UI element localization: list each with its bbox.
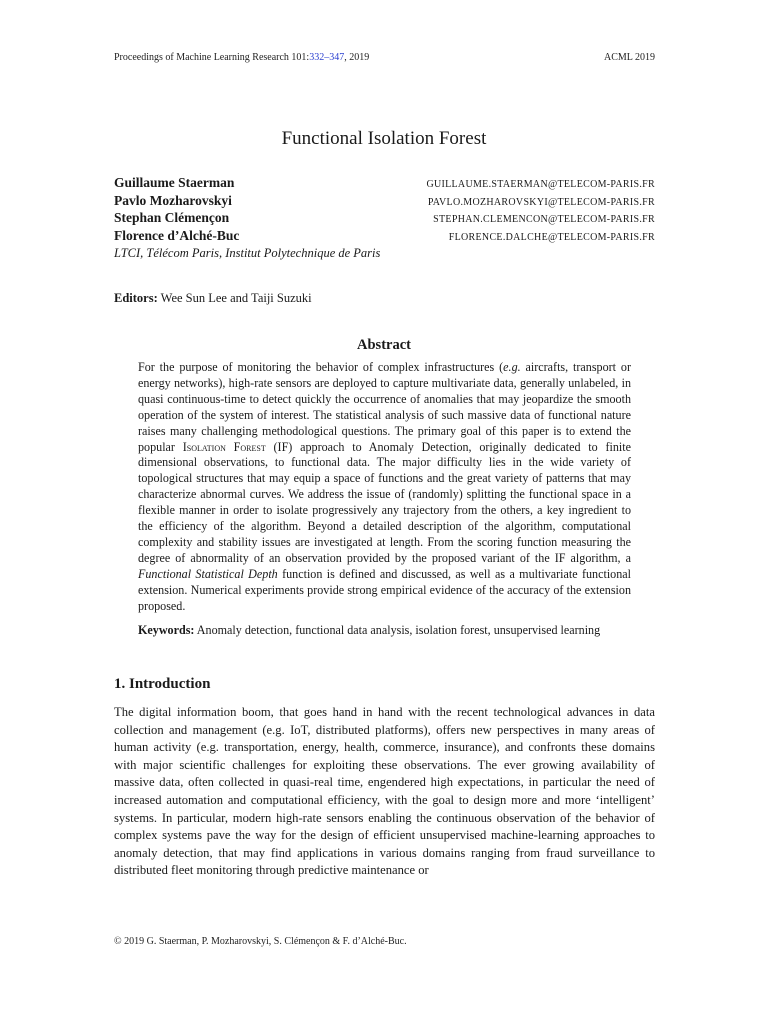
abstract-text — [138, 360, 631, 615]
abstract-part: function is defined and discussed, as well as a multivariate functional extension. Numerical experiments provide strong empirical evidence of the accuracy of the extension proposed. — [138, 566, 632, 613]
author-name: Pavlo Mozharovskyi — [114, 192, 232, 208]
running-header-right: ACML 2019 — [603, 52, 655, 63]
author-row — [114, 193, 655, 211]
page-range-link[interactable]: 332–347 — [309, 52, 345, 63]
author-row — [114, 210, 655, 228]
editors-names: Wee Sun Lee and Taiji Suzuki — [160, 291, 312, 305]
abstract-heading: Abstract — [357, 337, 411, 353]
proceedings-year: , 2019 — [344, 52, 370, 63]
functional-statistical-depth-term: Functional Statistical Depth — [138, 566, 278, 581]
author-name: Guillaume Staerman — [114, 175, 235, 190]
author-email[interactable]: FLORENCE.DALCHE@TELECOM-PARIS.FR — [448, 231, 655, 243]
keywords-line — [138, 623, 631, 639]
author-block — [114, 175, 655, 261]
keywords-label: Keywords: — [138, 623, 195, 637]
affiliation: LTCI, Télécom Paris, Institut Polytechnique de Paris — [114, 246, 381, 260]
paper-title: Functional Isolation Forest — [281, 128, 487, 149]
proceedings-text: Proceedings of Machine Learning Research 101: — [114, 52, 310, 63]
keywords-text: Anomaly detection, functional data analysis, isolation forest, unsupervised learning — [196, 623, 601, 637]
author-name: Florence d’Alché-Buc — [114, 227, 240, 243]
abstract-part: aircrafts, transport or energy networks), high-rate sensors are deployed to capture multivariate data, generally unlabeled, in quasi continuous-time to detect quickly the occurrence of anomalies that may jeopardize the smooth operation of the system of interest. The statistical analysis of such massive data of functional nature raises many challenging methodological questions. The primary goal of this paper is to extend the popular — [138, 360, 631, 454]
introduction-text: The digital information boom, that goes hand in hand with the recent technological advances in data collection and management (e.g. IoT, distributed platforms), offers new perspectives in many areas of human activity (e.g. transportation, energy, health, commerce, insurance), and confronts these domains with major scientific challenges for exploiting these observations. The ever growing availability of massive data, often collected in quasi-real time, engendered high expectations, in particular the need of increased automation and computational efficiency, with the goal to design more and more ‘intelligent’ systems. In particular, modern high-rate sensors enabling the continuous observation of the behavior of complex systems pave the way for the design of efficient unsupervised machine-learning approaches to anomaly detection, that may find applications in various domains ranging from fraud surveillance to distributed fleet monitoring through predictive maintenance or — [114, 705, 655, 878]
author-name: Stephan Clémençon — [114, 210, 230, 225]
section-heading: 1. Introduction — [114, 676, 211, 692]
running-header-left — [114, 52, 369, 63]
editors-line — [114, 291, 312, 306]
author-row — [114, 175, 655, 193]
abstract-part: (IF) approach to Anomaly Detection, originally dedicated to finite dimensional observations, to functional data. The major difficulty lies in the wide variety of topological structures that may equip a space of functions and the great variety of patterns that may characterize abnormal curves. We address the issue of (randomly) splitting the functional space in a flexible manner in order to isolate progressively any trajectory from the others, a key ingredient to the efficiency of the algorithm. Beyond a detailed description of the algorithm, computational complexity and stability issues are investigated at length. From the scoring function measuring the degree of abnormality of an observation provided by the proposed variant of the IF algorithm, a — [138, 439, 632, 565]
author-row — [114, 228, 655, 246]
abstract-emphasis: e.g. — [503, 360, 521, 374]
author-email[interactable]: STEPHAN.CLEMENCON@TELECOM-PARIS.FR — [433, 214, 655, 225]
copyright-footer: © 2019 G. Staerman, P. Mozharovskyi, S. Clémençon & F. d’Alché-Buc. — [114, 936, 407, 947]
isolation-forest-term: Isolation Forest — [182, 439, 266, 454]
editors-label: Editors: — [114, 291, 158, 305]
abstract-part: For the purpose of monitoring the behavior of complex infrastructures ( — [138, 360, 504, 374]
author-email[interactable]: GUILLAUME.STAERMAN@TELECOM-PARIS.FR — [426, 179, 655, 190]
author-email[interactable]: PAVLO.MOZHAROVSKYI@TELECOM-PARIS.FR — [427, 196, 655, 208]
